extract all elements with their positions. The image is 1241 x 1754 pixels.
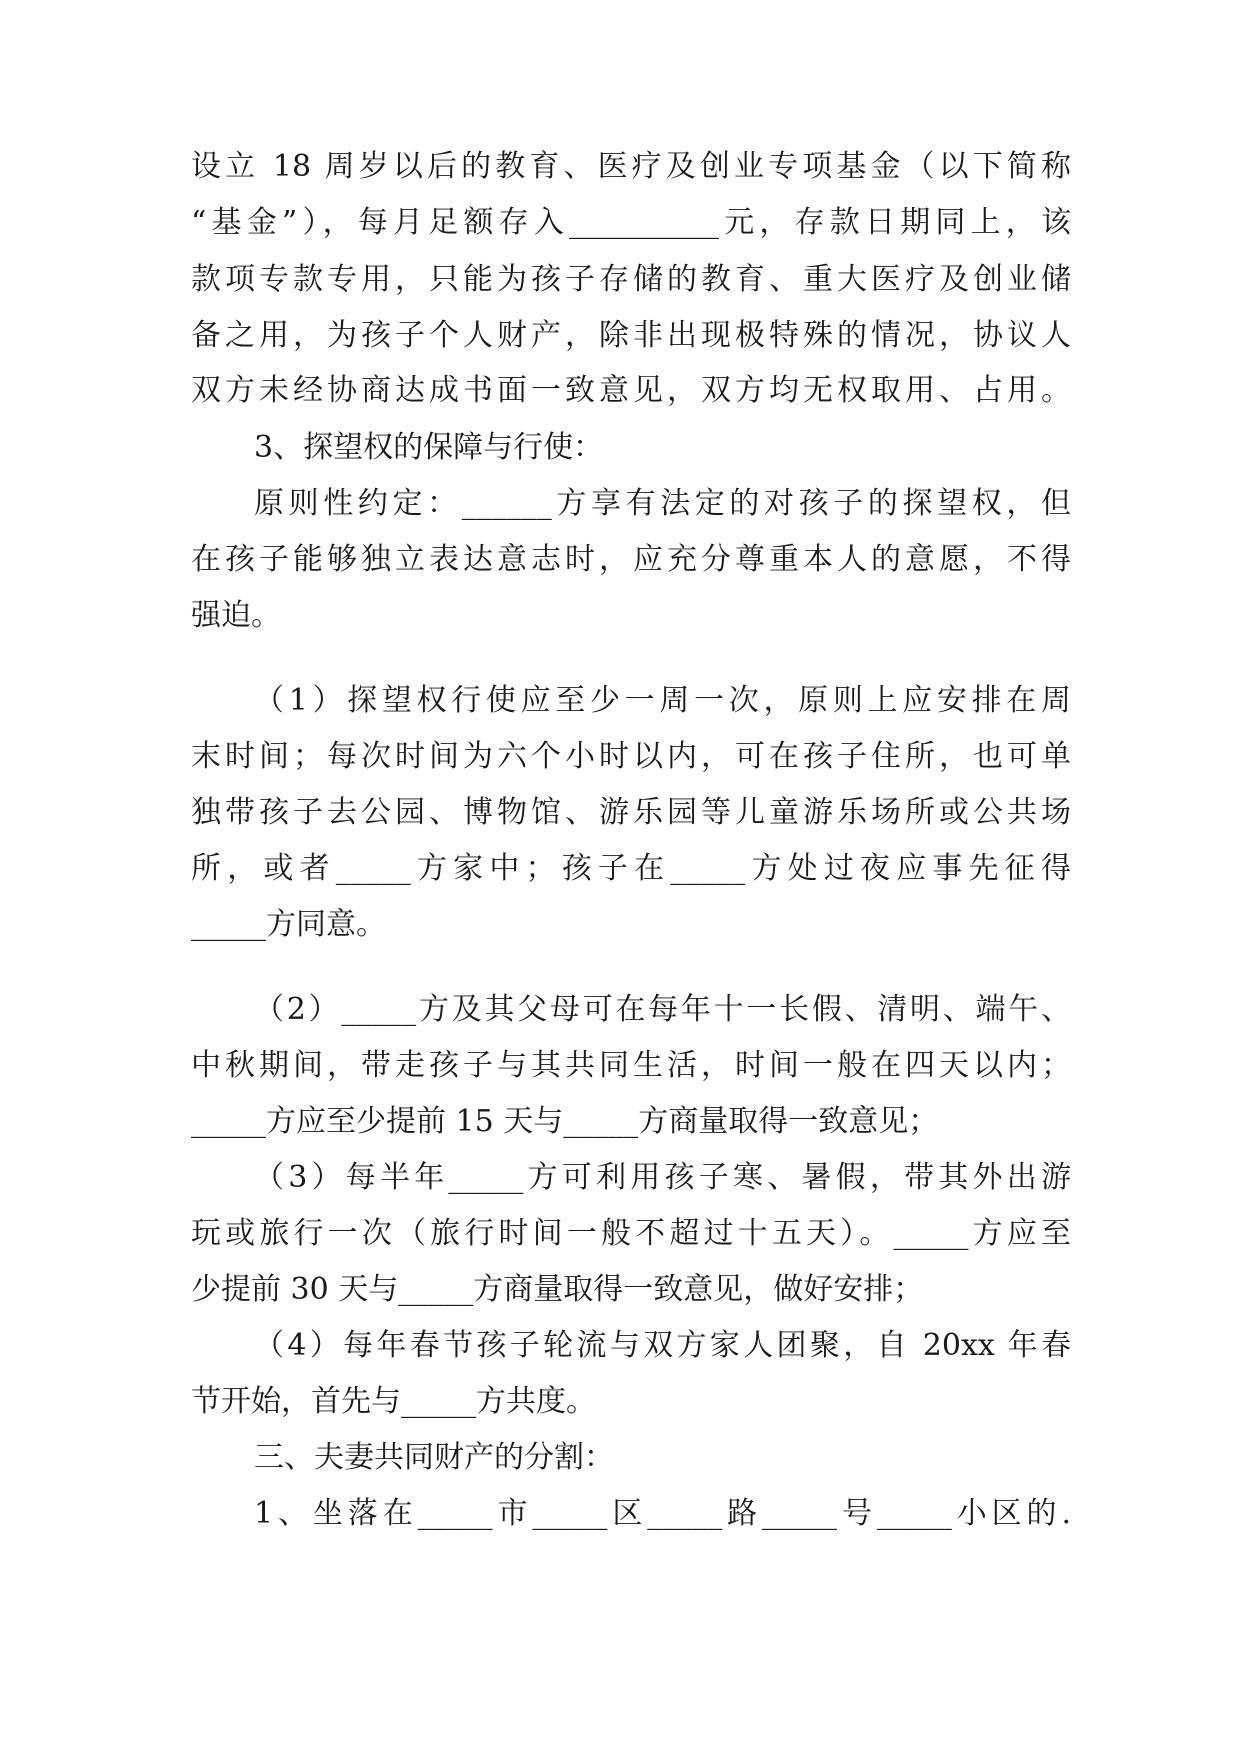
text-line: 中秋期间，带走孩子与其共同生活，时间一般在四天以内；: [191, 1048, 1071, 1083]
text-line: 设立 18 周岁以后的教育、医疗及创业专项基金（以下简称: [191, 149, 1071, 184]
text-line: 独带孩子去公园、博物馆、游乐园等儿童游乐场所或公共场: [191, 795, 1071, 830]
text-line: 备之用，为孩子个人财产，除非出现极特殊的情况，协议人: [191, 318, 1071, 353]
text-line: 少提前 30 天与_____方商量取得一致意见，做好安排；: [191, 1272, 924, 1307]
text-line: 玩或旅行一次（旅行时间一般不超过十五天）。_____方应至: [191, 1216, 1071, 1251]
text-line: 节开始，首先与_____方共度。: [191, 1384, 596, 1419]
section-heading: 三、夫妻共同财产的分割：: [254, 1440, 614, 1475]
text-line: “基金”），每月足额存入__________元，存款日期同上，该: [191, 205, 1071, 240]
section-heading: 3、探望权的保障与行使：: [254, 430, 604, 465]
text-line: 末时间；每次时间为六个小时以内，可在孩子住所，也可单: [191, 739, 1071, 774]
text-line: 双方未经协商达成书面一致意见，双方均无权取用、占用。: [191, 373, 1071, 408]
text-line: 款项专款专用，只能为孩子存储的教育、重大医疗及创业储: [191, 262, 1071, 297]
text-line: （3）每半年_____方可利用孩子寒、暑假，带其外出游: [254, 1160, 1071, 1195]
text-line: （4）每年春节孩子轮流与双方家人团聚，自 20xx 年春: [254, 1328, 1071, 1363]
text-line: （2）_____方及其父母可在每年十一长假、清明、端午、: [254, 992, 1071, 1027]
text-line: 所，或者_____方家中；孩子在_____方处过夜应事先征得: [191, 851, 1071, 886]
text-line: 原则性约定：______方享有法定的对孩子的探望权，但: [254, 486, 1071, 521]
text-line: _____方同意。: [191, 907, 386, 942]
text-line: （1）探望权行使应至少一周一次，原则上应安排在周: [254, 683, 1071, 718]
text-line: 强迫。: [191, 598, 281, 633]
text-line: 在孩子能够独立表达意志时，应充分尊重本人的意愿，不得: [191, 542, 1071, 577]
text-line: 1、坐落在_____市_____区_____路_____号_____小区的.: [254, 1496, 1071, 1531]
text-line: _____方应至少提前 15 天与_____方商量取得一致意见；: [191, 1104, 939, 1139]
